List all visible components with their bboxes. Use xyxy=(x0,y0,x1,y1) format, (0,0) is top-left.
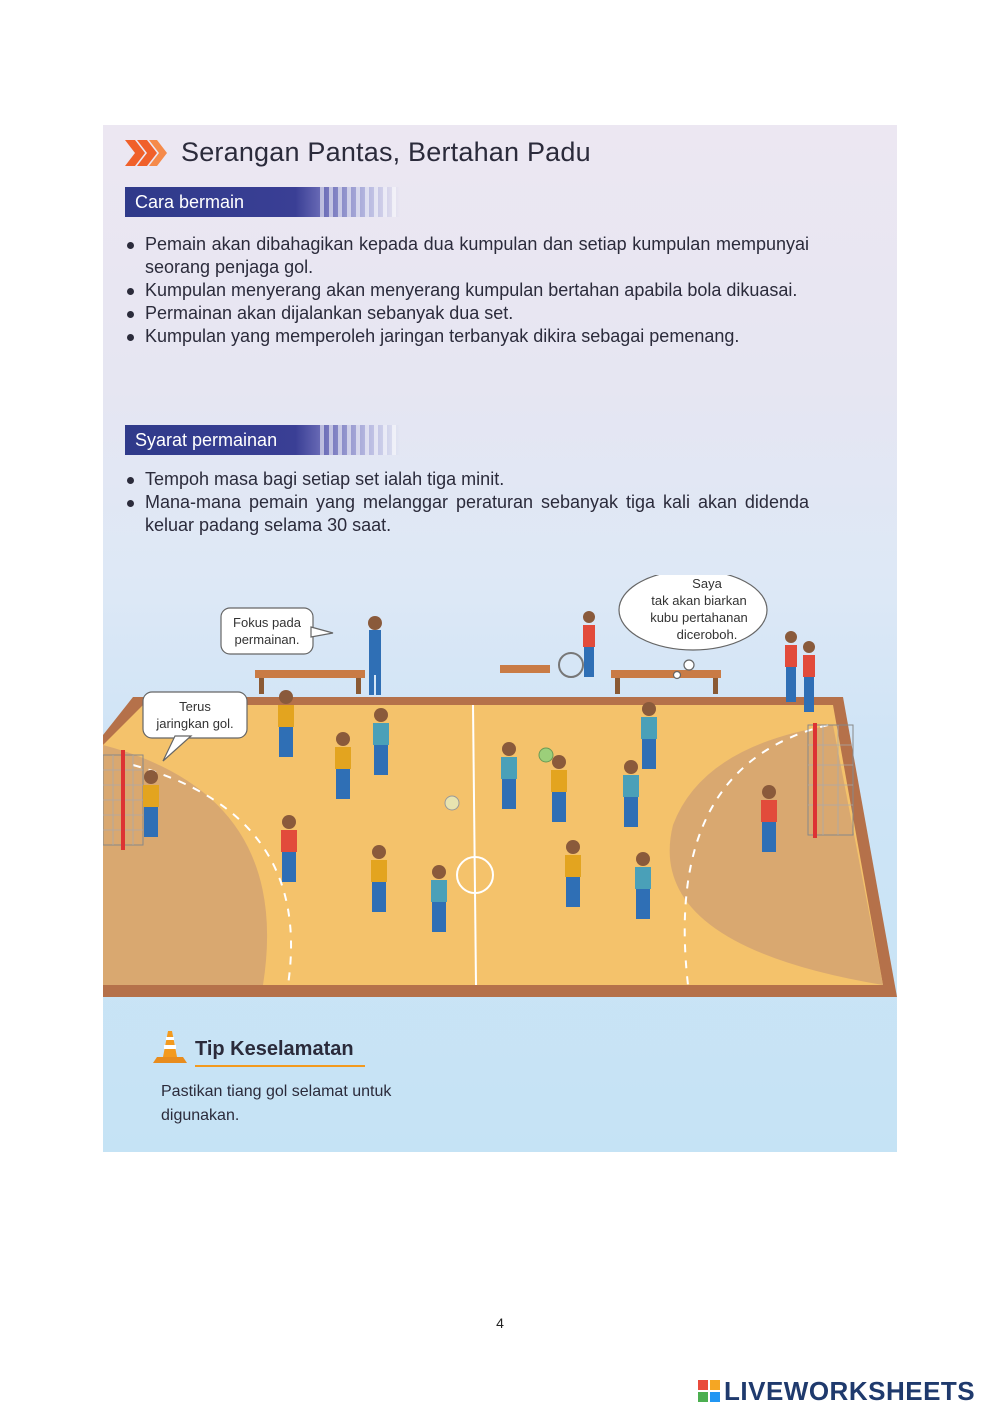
liveworksheets-logo xyxy=(697,1378,975,1404)
section-heading-label: Syarat permainan xyxy=(135,430,278,450)
cara-bermain-list xyxy=(125,233,809,348)
brand-name: LIVEWORKSHEETS xyxy=(724,1376,976,1406)
thought-line: tak akan biarkan xyxy=(651,593,747,608)
traffic-cone-icon xyxy=(149,1025,191,1067)
list-item: Tempoh masa bagi setiap set ialah tiga minit. xyxy=(125,468,809,491)
speech-line: Terus xyxy=(179,699,211,714)
list-item: Kumpulan yang memperoleh jaringan terbanyak dikira sebagai pemenang. xyxy=(125,325,809,348)
thought-bubble xyxy=(619,575,767,679)
syarat-permainan-list xyxy=(125,468,809,537)
title-row xyxy=(125,137,591,168)
thought-line: kubu pertahanan xyxy=(650,610,748,625)
speech-line: Fokus pada xyxy=(233,615,301,630)
list-item: Permainan akan dijalankan sebanyak dua set. xyxy=(125,302,809,325)
section-heading-label: Cara bermain xyxy=(135,192,245,212)
list-item: Kumpulan menyerang akan menyerang kumpulan bertahan apabila bola dikuasai. xyxy=(125,279,809,302)
thought-line: Saya xyxy=(692,576,722,591)
tip-title: Tip Keselamatan xyxy=(195,1038,365,1067)
speech-bubble-coach xyxy=(221,608,333,654)
list-item: Mana-mana pemain yang melanggar peraturan sebanyak tiga kali akan didenda keluar padang selama 30 saat. xyxy=(125,491,809,537)
speech-line: permainan. xyxy=(234,632,300,647)
list-item: Pemain akan dibahagikan kepada dua kumpulan dan setiap kumpulan mempunyai seorang penjaga gol. xyxy=(125,233,809,279)
chevron-arrows-icon xyxy=(125,138,169,168)
page-title: Serangan Pantas, Bertahan Padu xyxy=(181,137,591,167)
speech-line: jaringkan gol. xyxy=(156,716,234,731)
section-heading-cara-bermain xyxy=(125,187,400,217)
tip-text: Pastikan tiang gol selamat untuk digunakan. xyxy=(161,1083,392,1124)
handball-court-illustration xyxy=(103,575,897,1005)
page-number: 4 xyxy=(496,1315,504,1331)
thought-line: diceroboh. xyxy=(676,627,738,642)
tip-heading xyxy=(149,1025,365,1067)
textbook-page xyxy=(103,125,897,1152)
section-heading-syarat-permainan xyxy=(125,425,400,455)
liveworksheets-grid-icon xyxy=(697,1379,721,1403)
